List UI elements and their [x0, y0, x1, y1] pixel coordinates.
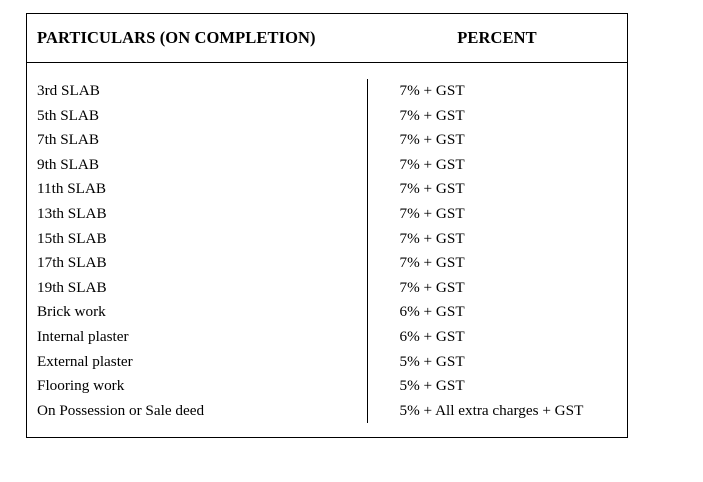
spacer-cell-percent: [367, 63, 628, 80]
cell-particular: 7th SLAB: [27, 128, 368, 153]
cell-percent: 7% + GST: [399, 229, 465, 247]
cell-particular: On Possession or Sale deed: [27, 399, 368, 424]
cell-particular: 5th SLAB: [27, 104, 368, 129]
table-row: [27, 227, 628, 252]
column-header-percent: PERCENT: [367, 14, 628, 63]
table-top-spacer: [27, 63, 628, 80]
spacer-cell-particulars: [27, 63, 368, 80]
table-row: [27, 177, 628, 202]
cell-percent: 7% + GST: [399, 106, 465, 124]
cell-percent: 5% + GST: [399, 377, 465, 395]
cell-particular: Internal plaster: [27, 325, 368, 350]
table-body: [27, 63, 628, 438]
cell-particular: External plaster: [27, 350, 368, 375]
payment-schedule-table: [26, 13, 628, 438]
cell-percent: 7% + GST: [399, 82, 465, 99]
cell-percent: 6% + GST: [399, 303, 465, 321]
table-header-row: [27, 14, 628, 63]
table-row: [27, 153, 628, 178]
spacer-cell-particulars: [27, 423, 368, 438]
table-header: [27, 14, 628, 63]
cell-percent: 7% + GST: [399, 180, 465, 198]
cell-particular: Flooring work: [27, 374, 368, 399]
cell-particular: 17th SLAB: [27, 251, 368, 276]
table-row: [27, 300, 628, 325]
cell-percent: 7% + GST: [399, 278, 465, 296]
cell-particular: 11th SLAB: [27, 177, 368, 202]
table-row: [27, 374, 628, 399]
cell-particular: 19th SLAB: [27, 276, 368, 301]
spacer-cell-percent: [367, 423, 628, 438]
cell-percent: 7% + GST: [399, 254, 465, 272]
table-row: [27, 202, 628, 227]
cell-percent: 5% + All extra charges + GST: [399, 401, 584, 419]
cell-percent: 7% + GST: [399, 155, 465, 173]
cell-percent: 6% + GST: [399, 327, 465, 345]
table-row: [27, 79, 628, 104]
table-row: [27, 399, 628, 424]
column-header-particulars: PARTICULARS (ON COMPLETION): [27, 14, 368, 63]
cell-percent: 7% + GST: [399, 204, 465, 222]
cell-particular: 15th SLAB: [27, 227, 368, 252]
cell-particular: 3rd SLAB: [27, 79, 368, 104]
table-row: [27, 350, 628, 375]
table-row: [27, 325, 628, 350]
cell-particular: 9th SLAB: [27, 153, 368, 178]
table-row: [27, 128, 628, 153]
cell-percent: 7% + GST: [399, 131, 465, 149]
table-row: [27, 251, 628, 276]
table-bottom-spacer: [27, 423, 628, 438]
cell-particular: 13th SLAB: [27, 202, 368, 227]
table-row: [27, 276, 628, 301]
cell-percent: 5% + GST: [399, 352, 465, 370]
table-row: [27, 104, 628, 129]
cell-particular: Brick work: [27, 300, 368, 325]
